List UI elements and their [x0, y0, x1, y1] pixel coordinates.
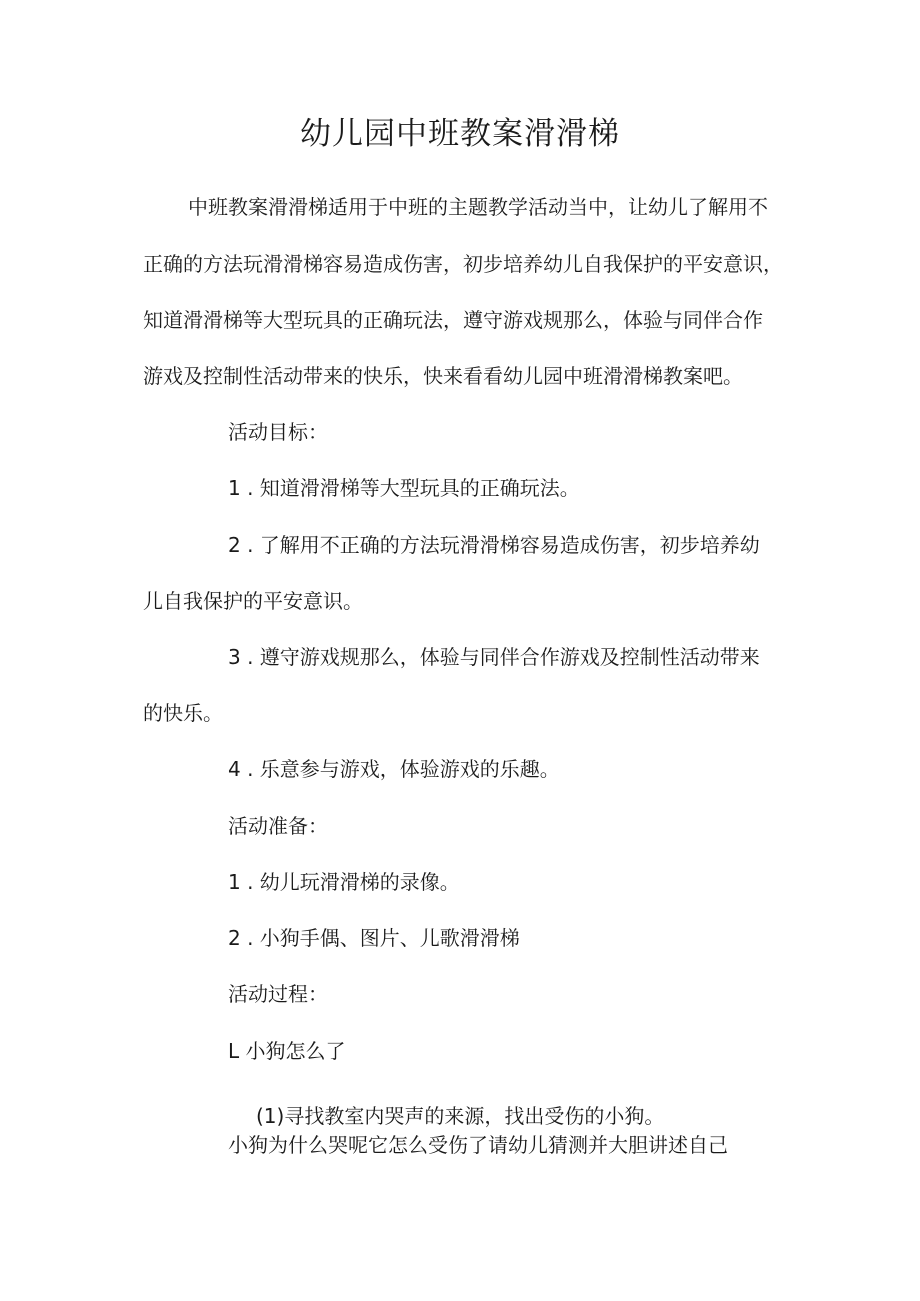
goal-item-2: 2 . 了解用不正确的方法玩滑滑梯容易造成伤害，初步培养幼 — [228, 533, 760, 557]
goal-item-4: 4 . 乐意参与游戏，体验游戏的乐趣。 — [228, 757, 560, 781]
goal-item-3: 3 . 遵守游戏规那么，体验与同伴合作游戏及控制性活动带来 — [228, 645, 760, 669]
goal-item-1: 1 . 知道滑滑梯等大型玩具的正确玩法。 — [228, 476, 580, 500]
goal-item-3-cont: 的快乐。 — [143, 701, 223, 725]
document-title: 幼儿园中班教案滑滑梯 — [300, 116, 620, 152]
intro-line-2: 正确的方法玩滑滑梯容易造成伤害，初步培养幼儿自我保护的平安意识， — [143, 252, 783, 276]
goal-item-2-cont: 儿自我保护的平安意识。 — [143, 589, 363, 613]
intro-line-1: 中班教案滑滑梯适用于中班的主题教学活动当中，让幼儿了解用不 — [188, 195, 768, 219]
process-subitem-1-cont: 小狗为什么哭呢它怎么受伤了请幼儿猜测并大胆讲述自己 — [228, 1133, 728, 1157]
process-heading: 活动过程： — [228, 982, 328, 1006]
prep-heading: 活动准备： — [228, 814, 328, 838]
process-item-1: L 小狗怎么了 — [228, 1039, 346, 1063]
intro-line-3: 知道滑滑梯等大型玩具的正确玩法，遵守游戏规那么，体验与同伴合作 — [143, 308, 763, 332]
intro-line-4: 游戏及控制性活动带来的快乐，快来看看幼儿园中班滑滑梯教案吧。 — [143, 364, 743, 388]
goals-heading: 活动目标： — [228, 420, 328, 444]
prep-item-1: 1 . 幼儿玩滑滑梯的录像。 — [228, 870, 460, 894]
prep-item-2: 2 . 小狗手偶、图片、儿歌滑滑梯 — [228, 926, 520, 950]
process-subitem-1: (1)寻找教室内哭声的来源，找出受伤的小狗。 — [256, 1104, 665, 1128]
